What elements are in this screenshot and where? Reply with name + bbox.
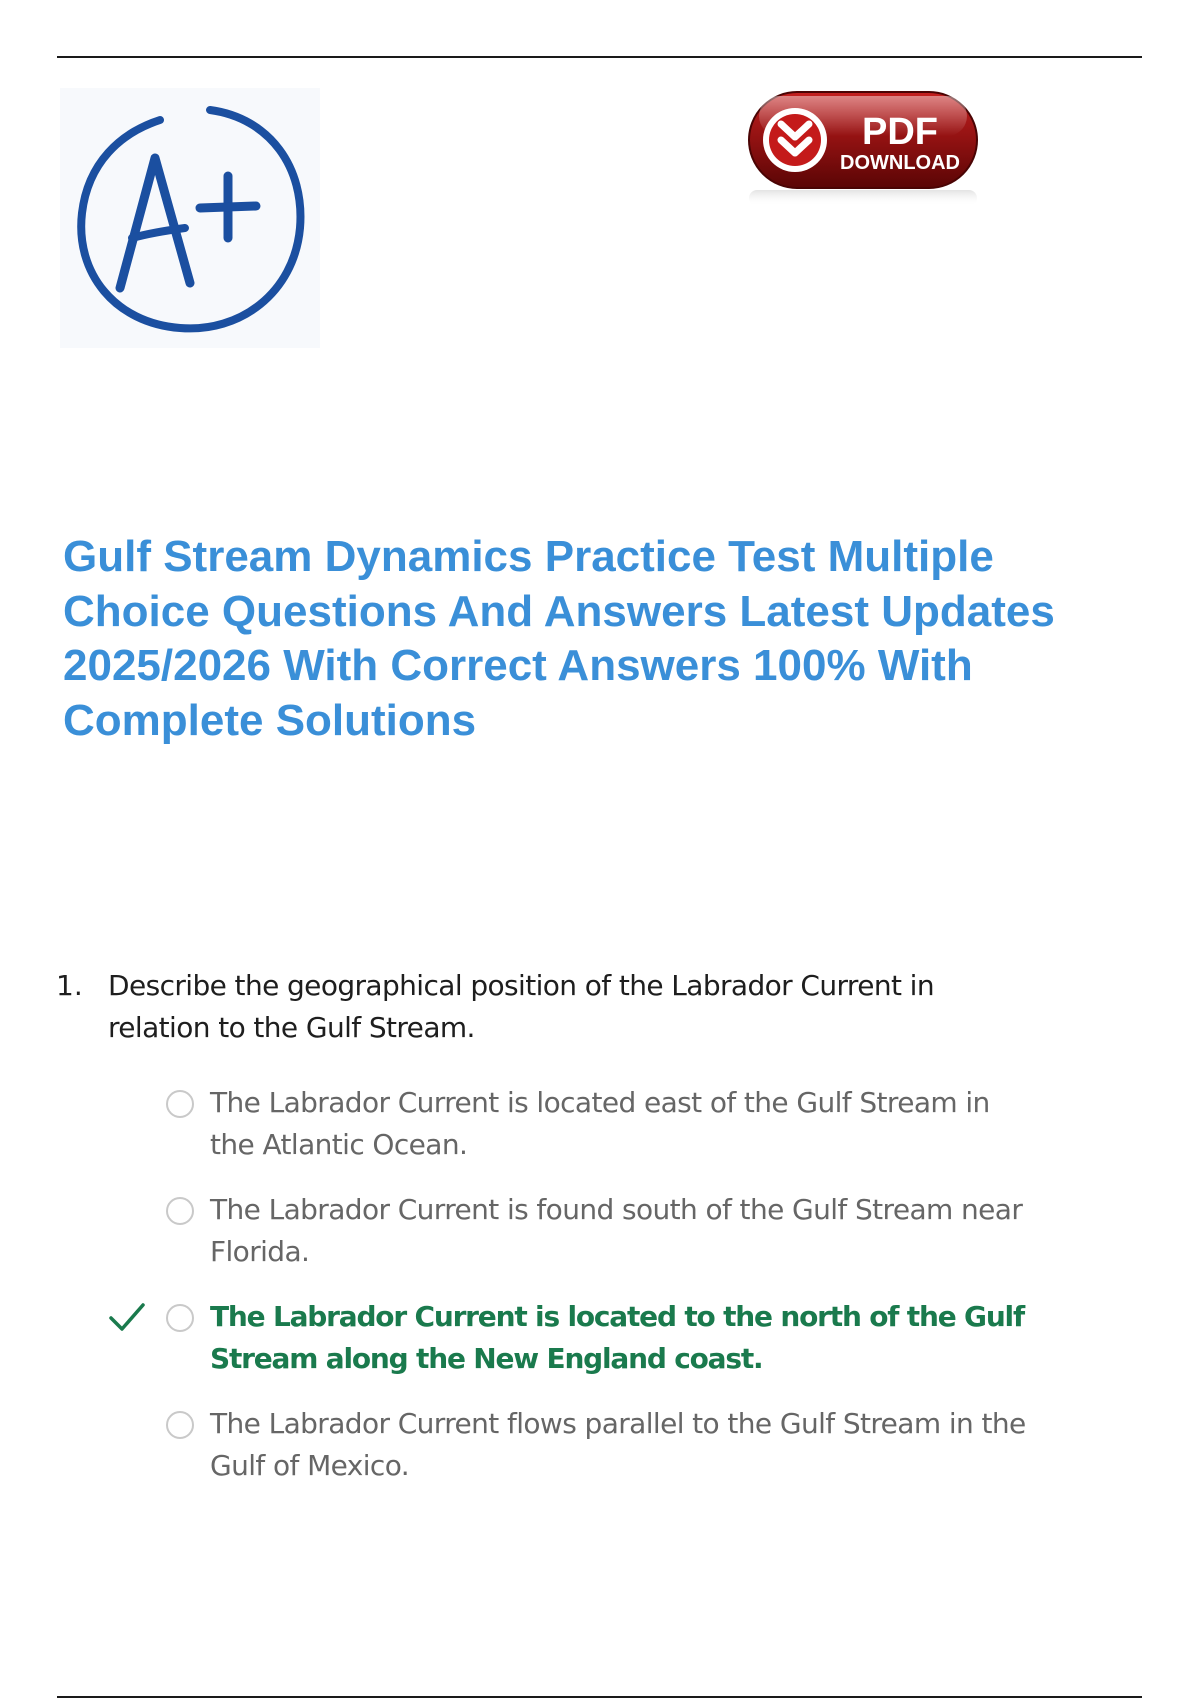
radio-button[interactable] <box>166 1304 194 1332</box>
checkmark-icon <box>108 1300 146 1334</box>
radio-button[interactable] <box>166 1090 194 1118</box>
answer-option-text: The Labrador Current flows parallel to the Gulf Stream in the Gulf of Mexico. <box>210 1407 1026 1482</box>
a-plus-logo <box>60 88 320 348</box>
pdf-label: PDF <box>862 111 938 153</box>
answer-option-text: The Labrador Current is located east of the Gulf Stream in the Atlantic Ocean. <box>210 1086 990 1161</box>
answer-option[interactable] <box>166 1189 1026 1273</box>
radio-button[interactable] <box>166 1197 194 1225</box>
top-divider <box>57 56 1142 58</box>
answer-option-text: The Labrador Current is located to the north of the Gulf Stream along the New England coast. <box>210 1300 1024 1375</box>
answer-option[interactable] <box>166 1403 1026 1487</box>
bottom-divider <box>57 1696 1142 1698</box>
answer-option-text: The Labrador Current is found south of the Gulf Stream near Florida. <box>210 1193 1023 1268</box>
question-number: 1. <box>56 969 83 1002</box>
radio-button[interactable] <box>166 1411 194 1439</box>
download-chevron-icon <box>763 108 827 172</box>
svg-text:A+: A+ <box>60 88 62 89</box>
pdf-download-button[interactable] <box>745 90 985 210</box>
answer-option[interactable] <box>166 1082 1026 1166</box>
answer-option-correct[interactable] <box>166 1296 1026 1380</box>
download-label: DOWNLOAD <box>840 152 960 174</box>
question-text: Describe the geographical position of the Labrador Current in relation to the Gulf Stream. <box>108 969 934 1044</box>
document-title: Gulf Stream Dynamics Practice Test Multiple Choice Questions And Answers Latest Updates 2025/2026 With Correct Answers 100% With Complete Solutions <box>63 532 1055 745</box>
a-plus-grade-icon <box>60 88 320 348</box>
